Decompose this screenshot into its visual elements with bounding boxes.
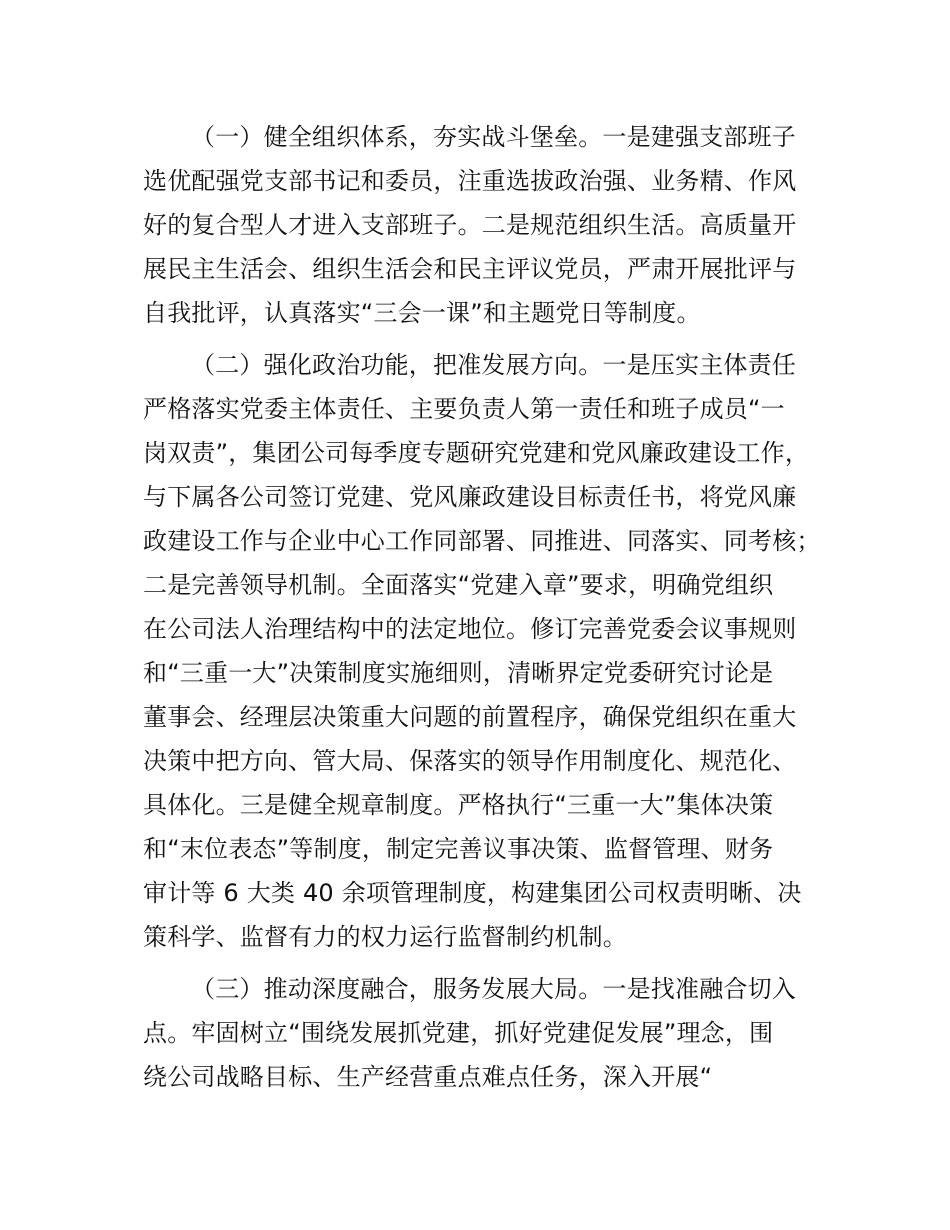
paragraph-line: 展民主生活会、组织生活会和民主评议党员，严肃开展批评与 (143, 255, 797, 283)
paragraph-1 (143, 115, 843, 335)
paragraph-spacer (143, 959, 843, 967)
paragraph-3 (143, 967, 843, 1099)
paragraph-line: 选优配强党支部书记和委员，注重选拔政治强、业务精、作风 (143, 167, 797, 195)
paragraph-line: 和“末位表态”等制度，制定完善议事决策、监督管理、财务 (143, 835, 774, 863)
paragraph-line: 政建设工作与企业中心工作同部署、同推进、同落实、同考核； (143, 527, 821, 555)
paragraph-line: 策科学、监督有力的权力运行监督制约机制。 (143, 923, 627, 951)
paragraph-line: 好的复合型人才进入支部班子。二是规范组织生活。高质量开 (143, 211, 797, 239)
paragraph-line: （一）健全组织体系，夯实战斗堡垒。一是建强支部班子 (191, 123, 796, 151)
paragraph-line: 董事会、经理层决策重大问题的前置程序，确保党组织在重大 (143, 703, 797, 731)
paragraph-line: 岗双责”，集团公司每季度专题研究党建和党风廉政建设工作， (143, 439, 810, 467)
paragraph-line: 与下属各公司签订党建、党风廉政建设目标责任书，将党风廉 (143, 483, 797, 511)
paragraph-line: （三）推动深度融合，服务发展大局。一是找准融合切入 (191, 975, 796, 1003)
paragraph-line: （二）强化政治功能，把准发展方向。一是压实主体责任 (191, 351, 796, 379)
paragraph-line: 点。牢固树立“围绕发展抓党建，抓好党建促发展”理念，围 (143, 1019, 774, 1047)
paragraph-line: 决策中把方向、管大局、保落实的领导作用制度化、规范化、 (143, 747, 797, 775)
paragraph-2 (143, 343, 843, 959)
body-text (143, 115, 843, 1099)
paragraph-spacer (143, 335, 843, 343)
paragraph-line: 和“三重一大”决策制度实施细则，清晰界定党委研究讨论是 (143, 659, 774, 687)
paragraph-line: 自我批评，认真落实“三会一课”和主题党日等制度。 (143, 299, 701, 327)
paragraph-line: 绕公司战略目标、生产经营重点难点任务，深入开展“ (143, 1063, 713, 1091)
paragraph-line: 二是完善领导机制。全面落实“党建入章”要求，明确党组织 (143, 571, 774, 599)
paragraph-line: 严格落实党委主体责任、主要负责人第一责任和班子成员“一 (143, 395, 785, 423)
paragraph-line: 在公司法人治理结构中的法定地位。修订完善党委会议事规则 (143, 615, 797, 643)
paragraph-line: 审计等 6 大类 40 余项管理制度，构建集团公司权责明晰、决 (143, 879, 802, 907)
paragraph-line: 具体化。三是健全规章制度。严格执行“三重一大”集体决策 (143, 791, 774, 819)
